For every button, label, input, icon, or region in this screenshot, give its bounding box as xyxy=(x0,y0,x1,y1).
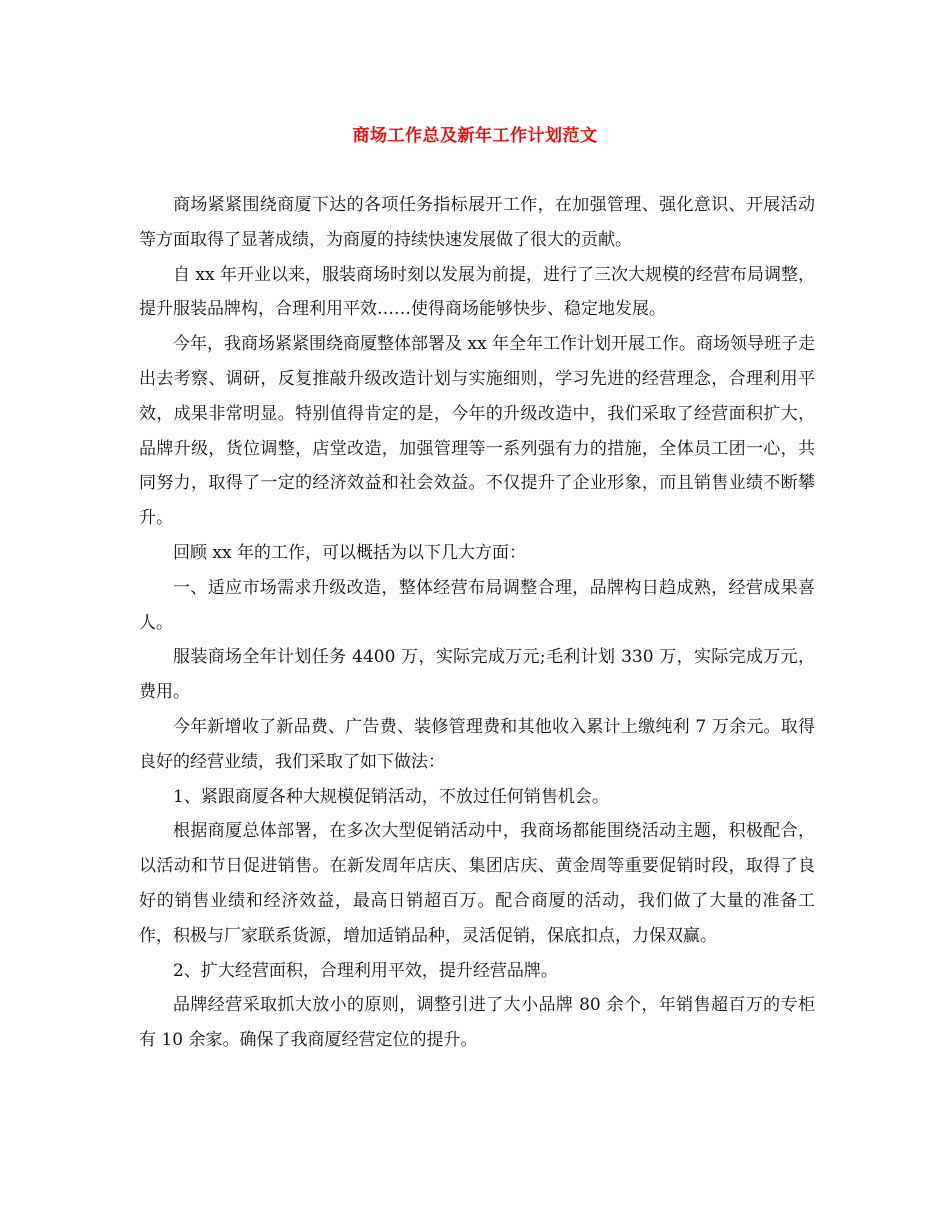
document-title: 商场工作总及新年工作计划范文 xyxy=(352,126,598,146)
paragraph: 商场紧紧围绕商厦下达的各项任务指标展开工作，在加强管理、强化意识、开展活动等方面取得了显著成绩，为商厦的持续快速发展做了很大的贡献。 xyxy=(139,195,815,250)
paragraph: 2、扩大经营面积，合理利用平效，提升经营品牌。 xyxy=(173,960,558,981)
paragraph: 服装商场全年计划任务 4400 万，实际完成万元;毛利计划 330 万，实际完成万元，费用。 xyxy=(139,647,815,703)
paragraph: 品牌经营采取抓大放小的原则，调整引进了大小品牌 80 余个，年销售超百万的专柜有 10 余家。确保了我商厦经营定位的提升。 xyxy=(139,995,815,1051)
paragraph: 今年新增收了新品费、广告费、装修管理费和其他收入累计上缴纯利 7 万余元。取得良好的经营业绩，我们采取了如下做法： xyxy=(139,716,815,772)
paragraph: 根据商厦总体部署，在多次大型促销活动中，我商场都能围绕活动主题，积极配合，以活动和节日促进销售。在新发周年店庆、集团店庆、黄金周等重要促销时段，取得了良好的销售业绩和经济效益，最高日销超百万。配合商厦的活动，我们做了大量的准备工作，积极与厂家联系货源，增加适销品种，灵活促销，保底扣点，力保双赢。 xyxy=(139,821,815,946)
paragraph: 回顾 xx 年的工作，可以概括为以下几大方面： xyxy=(173,542,526,563)
paragraph: 一、适应市场需求升级改造，整体经营布局调整合理，品牌构日趋成熟，经营成果喜人。 xyxy=(139,577,815,633)
paragraph: 1、紧跟商厦各种大规模促销活动，不放过任何销售机会。 xyxy=(173,786,609,807)
document-body xyxy=(139,188,815,1058)
paragraph: 自 xx 年开业以来，服装商场时刻以发展为前提，进行了三次大规模的经营布局调整，提升服装品牌构，合理利用平效……使得商场能够快步、稳定地发展。 xyxy=(139,264,815,320)
paragraph: 今年，我商场紧紧围绕商厦整体部署及 xx 年全年工作计划开展工作。商场领导班子走出去考察、调研，反复推敲升级改造计划与实施细则，学习先进的经营理念，合理利用平效，成果非常明显。特别值得肯定的是，今年的升级改造中，我们采取了经营面积扩大，品牌升级，货位调整，店堂改造，加强管理等一系列强有力的措施，全体员工团一心，共同努力，取得了一定的经济效益和社会效益。不仅提升了企业形象，而且销售业绩不断攀升。 xyxy=(139,334,815,529)
